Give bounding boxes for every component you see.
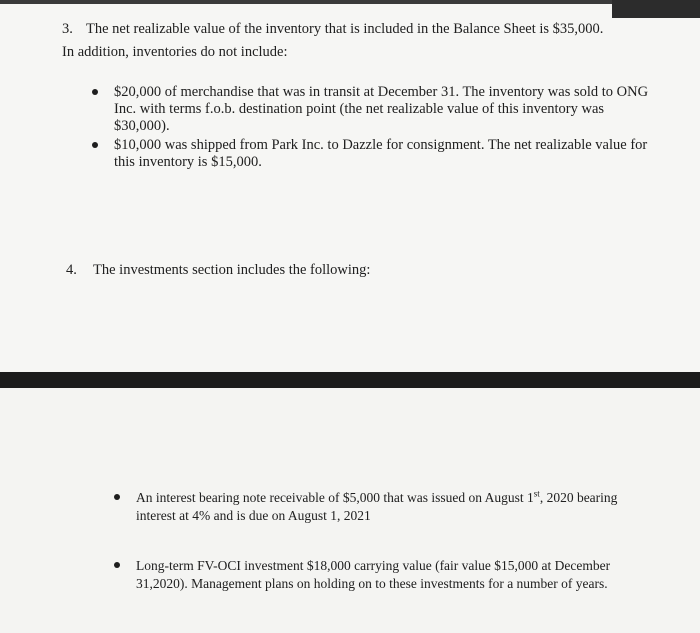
item-4-number: 4. bbox=[66, 262, 77, 278]
list-item bbox=[90, 84, 650, 135]
list-item-text: $10,000 was shipped from Park Inc. to Dazzle for consignment. The net realizable value for this inventory is $15,000. bbox=[114, 137, 648, 170]
list-item-text: $20,000 of merchandise that was in transit at December 31. The inventory was sold to ONG Inc. with terms f.o.b. destination point (the net realizable value of this inventory was $30,000). bbox=[114, 84, 649, 134]
bullet-icon bbox=[92, 142, 98, 148]
investments-list-continued bbox=[112, 557, 632, 593]
bullet-icon bbox=[114, 494, 120, 500]
inventory-exclusions-list bbox=[90, 84, 650, 171]
list-item bbox=[112, 557, 632, 593]
ordinal-superscript: st bbox=[533, 488, 540, 499]
page-divider-bar bbox=[0, 372, 700, 388]
bullet-icon bbox=[114, 562, 120, 568]
investments-list bbox=[112, 489, 632, 525]
item-3-statement bbox=[62, 20, 603, 38]
top-edge-shadow bbox=[0, 0, 700, 4]
list-item-text: Long-term FV-OCI investment $18,000 carrying value (fair value $15,000 at December 31,2020). Management plans on holding on to these investments for a number of years. bbox=[136, 558, 611, 591]
list-item-text: An interest bearing note receivable of $5,000 that was issued on August 1st, 2020 bearing interest at 4% and is due on August 1, 2021 bbox=[136, 488, 618, 523]
inventory-exclusions-intro: In addition, inventories do not include: bbox=[62, 44, 288, 60]
item-3-number: 3. bbox=[62, 21, 73, 37]
list-item bbox=[90, 137, 650, 171]
item-3-text: The net realizable value of the inventory that is included in the Balance Sheet is $35,000. bbox=[86, 21, 604, 37]
list-item bbox=[112, 489, 632, 525]
top-right-dark-corner bbox=[612, 0, 700, 18]
bullet-icon bbox=[92, 89, 98, 95]
item-4-statement bbox=[66, 261, 370, 279]
item-4-text: The investments section includes the following: bbox=[93, 262, 371, 278]
